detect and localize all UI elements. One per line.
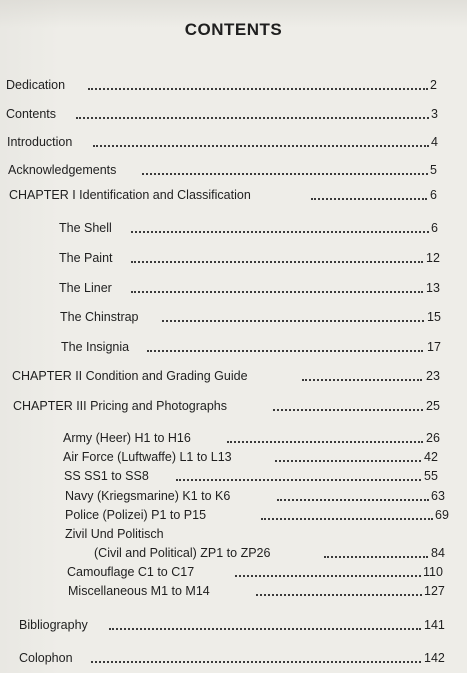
toc-entry-miscellaneous xyxy=(68,582,458,600)
toc-page-number: 13 xyxy=(426,281,440,295)
toc-label: CHAPTER III Pricing and Photographs xyxy=(13,399,227,413)
toc-page-number: 26 xyxy=(426,431,440,445)
leader-dots xyxy=(275,448,421,462)
toc-entry-acknowledgements xyxy=(8,161,440,179)
toc-entry-the-liner xyxy=(59,279,449,297)
toc-page-number: 15 xyxy=(427,310,441,324)
toc-page-number: 69 xyxy=(435,508,449,522)
toc-page-number: 3 xyxy=(431,107,438,121)
toc-label: Navy (Kriegsmarine) K1 to K6 xyxy=(65,489,231,503)
toc-label: Army (Heer) H1 to H16 xyxy=(63,431,191,445)
toc-entry-chapter-2 xyxy=(12,367,452,385)
leader-dots xyxy=(176,467,421,481)
toc-label: Dedication xyxy=(6,78,66,92)
toc-label: Introduction xyxy=(7,135,73,149)
toc-entry-colophon xyxy=(19,649,459,667)
leader-dots xyxy=(162,308,424,322)
toc-page-number: 6 xyxy=(431,221,438,235)
toc-page-number: 12 xyxy=(426,251,440,265)
toc-entry-the-shell xyxy=(59,219,449,237)
toc-entry-navy xyxy=(65,487,465,505)
toc-label: The Insignia xyxy=(61,340,130,354)
toc-entry-police xyxy=(65,506,465,524)
toc-entry-air-force xyxy=(63,448,458,466)
leader-dots xyxy=(235,563,421,577)
toc-entry-camouflage xyxy=(67,563,457,581)
leader-dots xyxy=(147,338,423,352)
toc-page-number: 110 xyxy=(423,565,443,579)
leader-dots xyxy=(76,105,429,119)
toc-label: SS SS1 to SS8 xyxy=(64,469,149,483)
leader-dots xyxy=(324,544,428,558)
toc-page-number: 142 xyxy=(424,651,445,665)
toc-label: Police (Polizei) P1 to P15 xyxy=(65,508,207,522)
toc-page-number: 127 xyxy=(424,584,445,598)
toc-entry-zivil-und-politisch xyxy=(65,525,365,543)
toc-entry-chapter-3 xyxy=(13,397,453,415)
toc-entry-the-paint xyxy=(59,249,449,267)
toc-entry-contents xyxy=(6,105,438,123)
toc-entry-ss xyxy=(64,467,459,485)
toc-entry-civil-and-political xyxy=(94,544,454,562)
toc-page-number: 2 xyxy=(430,78,437,92)
toc-label: Air Force (Luftwaffe) L1 to L13 xyxy=(63,450,232,464)
leader-dots xyxy=(302,367,422,381)
toc-entry-army xyxy=(63,429,458,447)
toc-label: Zivil Und Politisch xyxy=(65,527,164,541)
toc-label: The Liner xyxy=(59,281,112,295)
leader-dots xyxy=(88,76,428,90)
leader-dots xyxy=(93,133,429,147)
toc-entry-bibliography xyxy=(19,616,459,634)
toc-label: Bibliography xyxy=(19,618,88,632)
toc-entry-dedication xyxy=(6,76,438,94)
toc-entry-introduction xyxy=(7,133,439,151)
leader-dots xyxy=(131,279,423,293)
leader-dots xyxy=(311,186,427,200)
toc-page-number: 5 xyxy=(430,163,437,177)
toc-page-number: 17 xyxy=(427,340,441,354)
leader-dots xyxy=(273,397,423,411)
toc-label: The Paint xyxy=(59,251,113,265)
toc-page-number: 25 xyxy=(426,399,440,413)
toc-label: Miscellaneous M1 to M14 xyxy=(68,584,210,598)
toc-page-number: 141 xyxy=(424,618,445,632)
toc-label: CHAPTER I Identification and Classification xyxy=(9,188,251,202)
toc-label: Acknowledgements xyxy=(8,163,117,177)
toc-label: (Civil and Political) ZP1 to ZP26 xyxy=(94,546,271,560)
toc-page-number: 4 xyxy=(431,135,438,149)
toc-entry-the-chinstrap xyxy=(60,308,450,326)
toc-label: Contents xyxy=(6,107,57,121)
leader-dots xyxy=(256,582,422,596)
toc-label: The Chinstrap xyxy=(60,310,139,324)
toc-page-number: 63 xyxy=(431,489,445,503)
toc-entry-chapter-1 xyxy=(9,186,441,204)
toc-label: CHAPTER II Condition and Grading Guide xyxy=(12,369,248,383)
page-title: CONTENTS xyxy=(184,20,283,39)
leader-dots xyxy=(227,429,423,443)
toc-page-number: 23 xyxy=(426,369,440,383)
toc-page-number: 6 xyxy=(430,188,437,202)
leader-dots xyxy=(109,616,421,630)
leader-dots xyxy=(142,161,428,175)
leader-dots xyxy=(91,649,421,663)
leader-dots xyxy=(131,219,429,233)
leader-dots xyxy=(261,506,433,520)
leader-dots xyxy=(131,249,423,263)
toc-page-number: 42 xyxy=(424,450,438,464)
toc-page-number: 55 xyxy=(424,469,438,483)
toc-label: Camouflage C1 to C17 xyxy=(67,565,195,579)
toc-label: Colophon xyxy=(19,651,73,665)
toc-page-number: 84 xyxy=(431,546,445,560)
toc-label: The Shell xyxy=(59,221,112,235)
toc-entry-the-insignia xyxy=(61,338,451,356)
leader-dots xyxy=(277,487,429,501)
